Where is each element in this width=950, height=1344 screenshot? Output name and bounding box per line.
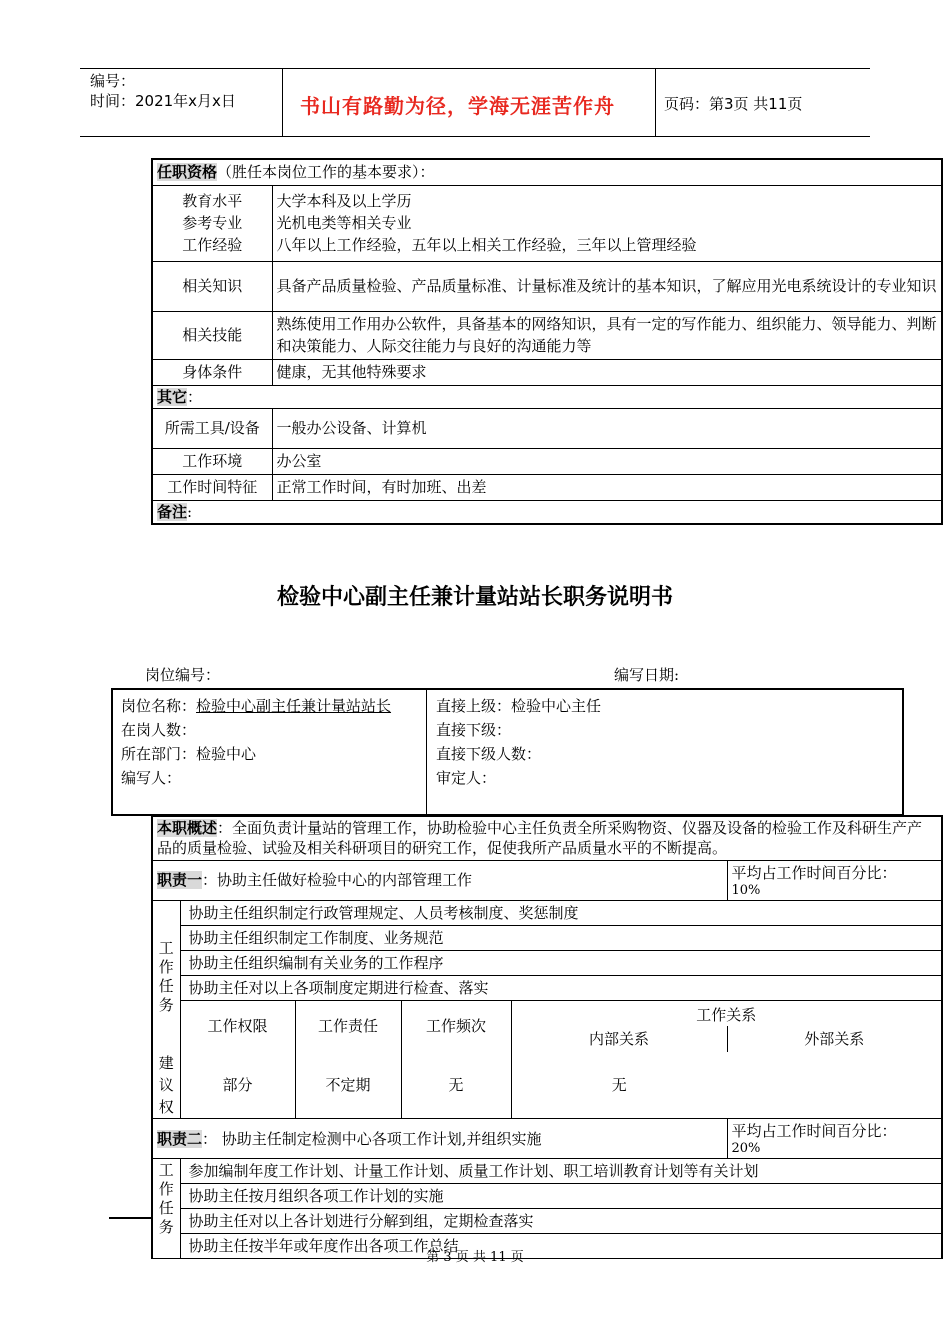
duty2-task-label: 工作任务: [152, 1159, 180, 1259]
qualification-table: [151, 158, 943, 525]
approver-label: 审定人：: [436, 769, 497, 787]
subordinate-count-label: 直接下级人数：: [436, 745, 542, 763]
freq-label: 工作频次: [401, 1000, 511, 1052]
tools-label: 所需工具/设备: [152, 408, 272, 448]
knowledge-label: 相关知识: [152, 261, 272, 311]
duty2-task: 协助主任按月组织各项工作计划的实施: [188, 1187, 444, 1205]
duty1-task: 协助主任组织制定行政管理规定、人员考核制度、奖惩制度: [188, 903, 579, 922]
other-header: 其它：: [157, 387, 203, 406]
info-left-column: [121, 694, 421, 790]
writer-label: 编写人：: [121, 769, 182, 787]
document-title: 检验中心副主任兼计量站站长职务说明书: [276, 585, 673, 610]
external-value: 无: [611, 1076, 627, 1094]
duty2-task: 协助主任按半年或年度作出各项工作总结: [188, 1237, 459, 1255]
worktime-value: 正常工作时间，有时加班、出差: [276, 478, 487, 496]
env-value: 办公室: [276, 452, 322, 470]
worktime-label: 工作时间特征: [152, 474, 272, 500]
skills-value: 熟练使用工作用办公软件，具备基本的网络知识，具有一定的写作能力、组织能力、领导能力、判断和决策能力、人际交往能力与良好的沟通能力等: [276, 315, 937, 355]
header-divider: [282, 68, 283, 136]
header-page: 页码：第3页 共11页: [664, 95, 803, 113]
health-value: 健康，无其他特殊要求: [276, 363, 427, 381]
auth-label: 工作权限: [180, 1000, 295, 1052]
resp-label: 工作责任: [295, 1000, 401, 1052]
duty1-percent: 平均占工作时间百分比： 10%: [731, 863, 897, 898]
education-label-group: 教育水平 参考专业 工作经验: [152, 185, 272, 261]
internal-label: 内部关系: [511, 1026, 727, 1052]
info-right-column: [436, 694, 886, 790]
header-time: 时间：2021年x月x日: [90, 92, 236, 110]
duty1-title: 职责一：协助主任做好检验中心的内部管理工作: [152, 860, 727, 900]
health-label: 身体条件: [152, 359, 272, 385]
header-number: 编号：: [90, 72, 136, 90]
resp-value: 部分: [180, 1052, 295, 1119]
department-row: 所在部门：检验中心: [121, 745, 257, 763]
env-label: 工作环境: [152, 448, 272, 474]
duty2-task: 协助主任对以上各计划进行分解到组，定期检查落实: [188, 1212, 534, 1230]
info-divider: [426, 690, 427, 814]
position-name-row: 岗位名称：检验中心副主任兼计量站站长: [121, 697, 392, 715]
duty1-task: 协助主任组织编制有关业务的工作程序: [188, 953, 444, 972]
auth-value: 建议权: [152, 1052, 180, 1119]
skills-label: 相关技能: [152, 311, 272, 359]
external-label: 外部关系: [804, 1030, 865, 1048]
freq-value: 不定期: [295, 1052, 401, 1119]
relation-label: 工作关系: [696, 1006, 757, 1024]
duty1-task-label: 工作任务: [152, 900, 180, 1052]
duty2-percent: 平均占工作时间百分比： 20%: [731, 1122, 897, 1156]
internal-value: 无: [401, 1052, 511, 1119]
page-footer: 第 3 页 共 11 页: [426, 1250, 524, 1265]
duty1-task: 协助主任对以上各项制度定期进行检查、落实: [188, 978, 489, 997]
summary-row: 本职概述：全面负责计量站的管理工作，协助检验中心主任负责全所采购物资、仪器及设备的检验工作及科研生产产品的质量检验、试验及相关科研项目的研究工作，促使我所产品质量水平的不断提高。: [157, 819, 923, 858]
header-divider: [655, 68, 656, 136]
header-top-rule: [80, 68, 870, 69]
header-slogan: 书山有路勤为径，学海无涯苦作舟: [300, 94, 615, 118]
remark-row: 备注:: [157, 502, 193, 521]
knowledge-value: 具备产品质量检验、产品质量标准、计量标准及统计的基本知识，了解应用光电系统设计的专业知识: [276, 277, 937, 295]
position-number-label: 岗位编号：: [145, 666, 221, 684]
qualification-header: 任职资格（胜任本岗位工作的基本要求）：: [157, 163, 435, 182]
duties-table: [151, 815, 943, 1259]
duty1-task: 协助主任组织制定工作制度、业务规范: [188, 928, 444, 947]
subordinate-label: 直接下级：: [436, 721, 512, 739]
position-count: 在岗人数：: [121, 721, 197, 739]
education-value-group: 大学本科及以上学历 光机电类等相关专业 八年以上工作经验，五年以上相关工作经验，三年以上管理经验: [276, 192, 697, 254]
tools-value: 一般办公设备、计算机: [276, 419, 427, 437]
duty2-title: 职责二： 协助主任制定检测中心各项工作计划,并组织实施: [152, 1119, 727, 1159]
table-bottom-rule: [109, 1217, 151, 1219]
position-info-box: [111, 688, 904, 816]
duty2-task: 参加编制年度工作计划、计量工作计划、质量工作计划、职工培训教育计划等有关计划: [188, 1162, 759, 1180]
write-date-label: 编写日期:: [614, 666, 680, 684]
header-bottom-rule: [80, 136, 870, 137]
superior-row: 直接上级：检验中心主任: [436, 697, 602, 715]
